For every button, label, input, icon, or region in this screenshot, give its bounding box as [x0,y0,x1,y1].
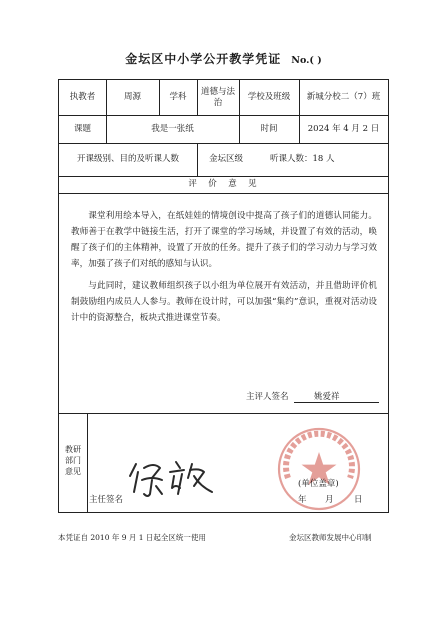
row-divider [59,413,388,414]
school-value: 新城分校二（7）班 [306,92,381,102]
school-label: 学校及班级 [247,92,291,102]
reviewer-signature-line [294,402,379,403]
time-label: 时间 [260,123,278,134]
director-label: 主任签名 [89,495,124,505]
subject-value: 道德与法治 [201,86,236,108]
topic-value: 我是一张纸 [151,123,194,134]
level-label: 开课级别、目的及听课人数 [76,154,179,164]
footer-printer: 金坛区教师发展中心印制 [289,533,372,542]
certificate-form [58,79,389,513]
title-text: 金坛区中小学公开教学凭证 [125,52,282,66]
research-group-label: 教研部门意见 [65,444,81,476]
evaluation-paragraph-1: 课堂利用绘本导入，在纸娃娃的情境创设中提高了孩子们的道德认同能力。教师善于在教学中链接生活，打开了课堂的学习场域，并设置了有效的活动，唤醒了孩子们的主体精神，设置了开放的任务。提升了孩子们的学习动力与学习效率，加强了孩子们对纸的感知与认识。 [71,211,377,269]
column-divider [197,143,198,176]
level-value: 金坛区级 [209,154,244,164]
column-divider [87,413,88,513]
reviewer-name: 姚爱祥 [314,392,340,402]
date-month-label: 月 [325,495,334,505]
footer-note: 本凭证自 2010 年 9 月 1 日起全区统一使用 [58,533,206,542]
reviewer-label: 主评人签名 [246,392,289,402]
official-seal-icon [276,426,362,512]
topic-label: 课题 [73,123,91,134]
time-value: 2024 年 4 月 2 日 [307,123,380,134]
row-divider [59,193,388,194]
attendance-value: 听课人数：18 人 [270,154,335,164]
certificate-number: No.( ) [291,55,322,66]
document-title [0,50,447,67]
teacher-label: 执教者 [69,92,96,102]
teacher-value: 周源 [123,92,141,102]
evaluation-heading: 评 价 意 见 [188,179,259,189]
director-signature-icon [126,458,218,500]
date-day-label: 日 [354,495,363,505]
column-divider [197,80,198,115]
subject-label: 学科 [169,92,187,102]
seal-label: (单位盖章) [298,479,339,489]
evaluation-paragraph-2: 与此同时，建议教师组织孩子以小组为单位展开有效活动，并且借助评价机制鼓励组内成员人人参与。教师在设计时，可以加强“集约”意识，重视对活动设计中的资源整合，板块式推进课堂节奏。 [71,281,377,323]
date-year-label: 年 [298,495,307,505]
